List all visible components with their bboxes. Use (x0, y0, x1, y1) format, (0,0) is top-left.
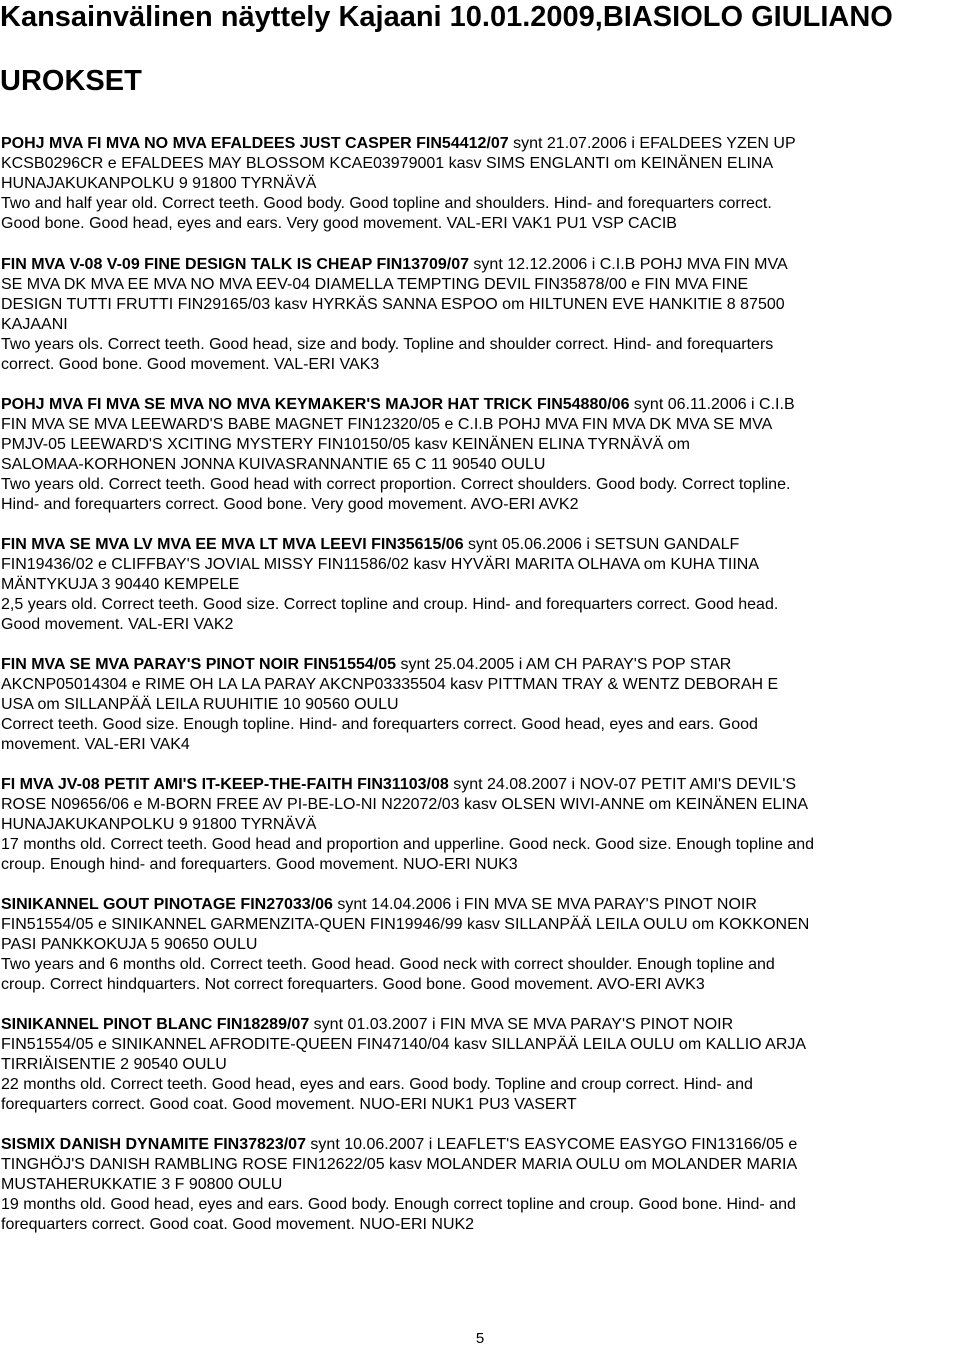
entry-line: HUNAJAKUKANPOLKU 9 91800 TYRNÄVÄ (1, 175, 317, 192)
entry-line: Two years ols. Correct teeth. Good head, size and body. Topline and shoulder correct. Hind- and forequarters (1, 336, 774, 353)
dog-name: SISMIX DANISH DYNAMITE FIN37823/07 (1, 1136, 306, 1153)
entry-line: synt 06.11.2006 i C.I.B (629, 396, 795, 413)
entry-line: croup. Correct hindquarters. Not correct forequarters. Good bone. Good movement. AVO-ERI AVK3 (1, 976, 705, 993)
entry-line: synt 25.04.2005 i AM CH PARAY'S POP STAR (396, 656, 732, 673)
entry-line: 22 months old. Correct teeth. Good head, eyes and ears. Good body. Topline and croup correct. Hind- and (1, 1076, 753, 1093)
entry-line: Hind- and forequarters correct. Good bone. Very good movement. AVO-ERI AVK2 (1, 496, 579, 513)
entry-line: MUSTAHERUKKATIE 3 F 90800 OULU (1, 1176, 283, 1193)
dog-name: POHJ MVA FI MVA SE MVA NO MVA KEYMAKER'S MAJOR HAT TRICK FIN54880/06 (1, 396, 630, 413)
entry-line: Correct teeth. Good size. Enough topline. Hind- and forequarters correct. Good head, eyes and ears. Good (1, 716, 758, 733)
entry-line: FIN MVA SE MVA LEEWARD'S BABE MAGNET FIN12320/05 e C.I.B POHJ MVA FIN MVA DK MVA SE MVA (1, 416, 773, 433)
entry-line: synt 10.06.2007 i LEAFLET'S EASYCOME EASYGO FIN13166/05 e (305, 1136, 798, 1153)
entry-line: synt 14.04.2006 i FIN MVA SE MVA PARAY'S PINOT NOIR (332, 896, 757, 913)
entry-line: SE MVA DK MVA EE MVA NO MVA EEV-04 DIAMELLA TEMPTING DEVIL FIN35878/00 e FIN MVA FINE (1, 276, 749, 293)
entry-line: FIN51554/05 e SINIKANNEL AFRODITE-QUEEN FIN47140/04 kasv SILLANPÄÄ LEILA OULU om KALLIO ARJA (1, 1036, 807, 1053)
entry-line: DESIGN TUTTI FRUTTI FIN29165/03 kasv HYRKÄS SANNA ESPOO om HILTUNEN EVE HANKITIE 8 87500 (1, 296, 785, 313)
entry-line: synt 24.08.2007 i NOV-07 PETIT AMI'S DEVIL'S (448, 776, 797, 793)
entry-line: HUNAJAKUKANPOLKU 9 91800 TYRNÄVÄ (1, 816, 317, 833)
list-item (1, 395, 958, 515)
entry-line: KCSB0296CR e EFALDEES MAY BLOSSOM KCAE03979001 kasv SIMS ENGLANTI om KEINÄNEN ELINA (1, 155, 774, 172)
entry-line: synt 01.03.2007 i FIN MVA SE MVA PARAY'S PINOT NOIR (309, 1016, 734, 1033)
entry-line: FIN19436/02 e CLIFFBAY'S JOVIAL MISSY FIN11586/02 kasv HYVÄRI MARITA OLHAVA om KUHA TIINA (1, 556, 760, 573)
entry-line: USA om SILLANPÄÄ LEILA RUUHITIE 10 90560 OULU (1, 696, 399, 713)
entry-line: croup. Enough hind- and forequarters. Good movement. NUO-ERI NUK3 (1, 856, 518, 873)
section-heading: UROKSET (0, 65, 142, 97)
entry-line: SALOMAA-KORHONEN JONNA KUIVASRANNANTIE 65 C 11 90540 OULU (1, 456, 546, 473)
page-number: 5 (475, 1330, 485, 1347)
list-item (1, 775, 958, 875)
entry-line: Two years old. Correct teeth. Good head with correct proportion. Correct shoulders. Good body. Correct topline. (1, 476, 791, 493)
entry-line: PMJV-05 LEEWARD'S XCITING MYSTERY FIN10150/05 kasv KEINÄNEN ELINA TYRNÄVÄ om (1, 436, 690, 453)
entries-list (1, 134, 958, 1255)
entry-line: KAJAANI (1, 316, 68, 333)
dog-name: POHJ MVA FI MVA NO MVA EFALDEES JUST CASPER FIN54412/07 (1, 135, 509, 152)
list-item (1, 134, 958, 234)
entry-line: synt 12.12.2006 i C.I.B POHJ MVA FIN MVA (468, 256, 788, 273)
document-title: Kansainvälinen näyttely Kajaani 10.01.2009,BIASIOLO GIULIANO (0, 1, 893, 33)
dog-name: SINIKANNEL GOUT PINOTAGE FIN27033/06 (1, 896, 333, 913)
entry-line: Two years and 6 months old. Correct teeth. Good head. Good neck with correct shoulder. Enough topline and (1, 956, 775, 973)
dog-name: FIN MVA V-08 V-09 FINE DESIGN TALK IS CHEAP FIN13709/07 (1, 256, 469, 273)
entry-line: FIN51554/05 e SINIKANNEL GARMENZITA-QUEN FIN19946/99 kasv SILLANPÄÄ LEILA OULU om KOKKONEN (1, 916, 810, 933)
dog-name: SINIKANNEL PINOT BLANC FIN18289/07 (1, 1016, 310, 1033)
entry-line: PASI PANKKOKUJA 5 90650 OULU (1, 936, 258, 953)
entry-line: TINGHÖJ'S DANISH RAMBLING ROSE FIN12622/05 kasv MOLANDER MARIA OULU om MOLANDER MARIA (1, 1156, 798, 1173)
entry-line: TIRRIÄISENTIE 2 90540 OULU (1, 1056, 227, 1073)
entry-line: Two and half year old. Correct teeth. Good body. Good topline and shoulders. Hind- and forequarters correct. (1, 195, 772, 212)
entry-line: Good movement. VAL-ERI VAK2 (1, 616, 234, 633)
dog-name: FIN MVA SE MVA PARAY'S PINOT NOIR FIN51554/05 (1, 656, 397, 673)
entry-line: 17 months old. Correct teeth. Good head and proportion and upperline. Good neck. Good size. Enough topline and (1, 836, 814, 853)
list-item (1, 1135, 958, 1235)
list-item (1, 535, 958, 635)
dog-name: FIN MVA SE MVA LV MVA EE MVA LT MVA LEEVI FIN35615/06 (1, 536, 464, 553)
entry-line: forequarters correct. Good coat. Good movement. NUO-ERI NUK2 (1, 1216, 475, 1233)
list-item (1, 1015, 958, 1115)
entry-line: forequarters correct. Good coat. Good movement. NUO-ERI NUK1 PU3 VASERT (1, 1096, 577, 1113)
entry-line: ROSE N09656/06 e M-BORN FREE AV PI-BE-LO-NI N22072/03 kasv OLSEN WIVI-ANNE om KEINÄNEN ELINA (1, 796, 809, 813)
list-item (1, 655, 958, 755)
entry-line: 19 months old. Good head, eyes and ears. Good body. Enough correct topline and croup. Good bone. Hind- and (1, 1196, 796, 1213)
entry-line: synt 21.07.2006 i EFALDEES YZEN UP (508, 135, 796, 152)
entry-line: correct. Good bone. Good movement. VAL-ERI VAK3 (1, 356, 380, 373)
entry-line: synt 05.06.2006 i SETSUN GANDALF (463, 536, 740, 553)
entry-line: AKCNP05014304 e RIME OH LA LA PARAY AKCNP03335504 kasv PITTMAN TRAY & WENTZ DEBORAH E (1, 676, 779, 693)
entry-line: MÄNTYKUJA 3 90440 KEMPELE (1, 576, 240, 593)
list-item (1, 895, 958, 995)
entry-line: 2,5 years old. Correct teeth. Good size. Correct topline and croup. Hind- and forequarters correct. Good head. (1, 596, 779, 613)
entry-line: movement. VAL-ERI VAK4 (1, 736, 190, 753)
entry-line: Good bone. Good head, eyes and ears. Very good movement. VAL-ERI VAK1 PU1 VSP CACIB (1, 215, 677, 232)
dog-name: FI MVA JV-08 PETIT AMI'S IT-KEEP-THE-FAITH FIN31103/08 (1, 776, 449, 793)
list-item (1, 255, 958, 375)
